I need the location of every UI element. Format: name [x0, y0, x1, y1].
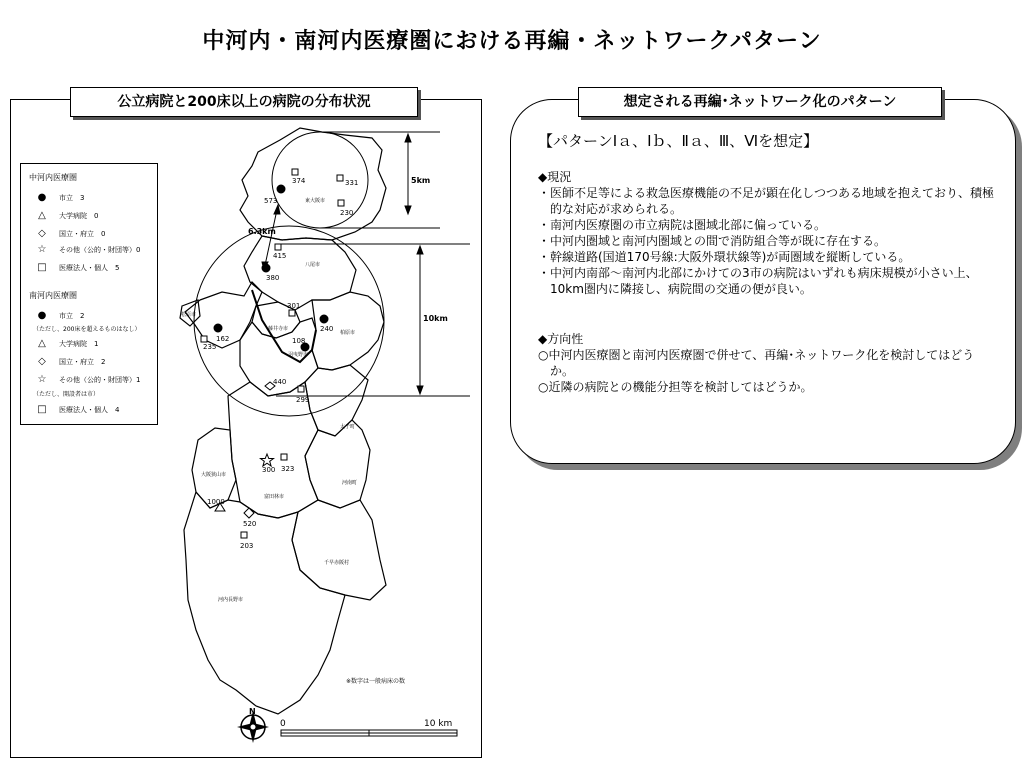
label-osakasayama: 大阪狭山市 — [201, 472, 227, 478]
direction-title: ◆方向性 — [538, 332, 584, 346]
legend-naka-item — [35, 244, 140, 255]
page-title: 中河内・南河内医療圏における再編・ネットワークパターン — [202, 29, 822, 54]
pattern-panel-label: 想定される再編･ネットワーク化のパターン — [578, 87, 942, 117]
star-icon: ☆ — [37, 374, 47, 385]
hospital-299-icon — [298, 386, 304, 392]
hospital-573-label: 573 — [264, 197, 278, 205]
hospital-301-icon — [289, 310, 295, 316]
hospital-300-label: 300 — [262, 466, 276, 474]
hospital-331-icon — [337, 175, 343, 181]
diamond-icon: ◇ — [38, 356, 46, 367]
footnote: ※数字は一般病床の数 — [346, 678, 406, 685]
label-matsubara: 松原市 — [181, 312, 197, 318]
legend-label: 国立・府立 2 — [59, 357, 106, 366]
legend-naka-item — [35, 192, 84, 203]
hospital-235-label: 235 — [203, 343, 217, 351]
hospital-323-label: 323 — [281, 465, 295, 473]
hospital-440-label: 440 — [273, 378, 287, 386]
legend-minami-item — [35, 310, 84, 321]
label-habikino: 羽曳野市 — [288, 352, 309, 358]
legend-minami-item — [35, 338, 98, 349]
scale-bar — [281, 730, 457, 736]
hospital-380-label: 380 — [266, 274, 280, 282]
legend-naka-item — [35, 210, 98, 221]
region-chihayaakasaka — [292, 500, 386, 600]
legend-label: その他（公的・財団等）1 — [59, 375, 141, 384]
legend-label: その他（公的・財団等）0 — [59, 245, 141, 254]
hospital-162-icon — [214, 324, 222, 332]
square-icon: □ — [37, 404, 47, 415]
direction-item: ○近隣の病院との機能分担等を検討してはどうか。 — [538, 380, 813, 394]
hospital-374-icon — [292, 169, 298, 175]
region-yao — [244, 236, 356, 310]
legend-minami-item — [35, 356, 105, 367]
hospital-235-icon — [201, 336, 207, 342]
direction-item: ○中河内医療圏と南河内医療圏で併せて、再編･ネットワーク化を検討してはどうか。 — [538, 348, 975, 378]
hospital-323-icon — [281, 454, 287, 460]
compass-north-label: N — [249, 707, 256, 716]
hospital-415-label: 415 — [273, 252, 287, 260]
legend-minami-item — [35, 404, 119, 415]
legend-label: 大学病院 0 — [59, 211, 99, 220]
compass-icon — [237, 707, 269, 743]
hospital-520-icon — [244, 508, 254, 518]
hospital-108-label: 108 — [292, 337, 306, 345]
legend-minami-note1: （ただし、200床を超えるものはなし） — [33, 326, 141, 333]
square-icon: □ — [37, 262, 47, 273]
label-yao: 八尾市 — [305, 262, 321, 268]
hospital-374-label: 374 — [292, 177, 306, 185]
region-kawachinagano — [184, 492, 345, 714]
legend-naka-title: 中河内医療圏 — [29, 173, 77, 182]
legend-label: 医療法人・個人 5 — [59, 263, 120, 272]
hospital-299-label: 299 — [296, 396, 310, 404]
label-fujiidera: 藤井寺市 — [268, 326, 289, 332]
hospital-380-icon — [262, 264, 270, 272]
distance-6-3km: 6.3km — [248, 227, 276, 236]
legend-label: 国立・府立 0 — [59, 229, 106, 238]
hospital-240-label: 240 — [320, 325, 334, 333]
hospital-230-icon — [338, 200, 344, 206]
scale-end: 10 km — [424, 719, 453, 729]
hospital-1000-label: 1000 — [207, 498, 225, 506]
label-kawachinagano: 河内長野市 — [218, 597, 244, 603]
map-legend — [20, 163, 158, 425]
status-title: ◆現況 — [538, 170, 572, 184]
label-kashiwara: 柏原市 — [340, 330, 356, 336]
legend-minami-title: 南河内医療圏 — [29, 291, 77, 300]
legend-naka-item — [35, 262, 119, 273]
star-icon: ☆ — [37, 244, 47, 255]
scale-start: 0 — [280, 719, 286, 729]
legend-label: 医療法人・個人 4 — [59, 405, 120, 414]
region-higashiosaka — [240, 128, 386, 240]
hospital-301-label: 301 — [287, 302, 301, 310]
hospital-markers — [201, 169, 344, 538]
label-tondabayashi: 富田林市 — [264, 494, 285, 500]
label-higashiosaka: 東大阪市 — [305, 198, 326, 204]
hospital-162-label: 162 — [216, 335, 230, 343]
region-osakasayama — [192, 428, 236, 508]
hospital-573-icon — [277, 185, 285, 193]
hospital-300-icon — [261, 454, 274, 466]
distribution-panel-label: 公立病院と200床以上の病院の分布状況 — [70, 87, 418, 117]
legend-minami-item — [35, 374, 140, 385]
status-item: ・中河内圏域と南河内圏域との間で消防組合等が既に存在する。 — [538, 234, 887, 248]
dimension-5km: 5km — [411, 176, 431, 185]
triangle-icon: △ — [38, 338, 46, 349]
triangle-icon: △ — [38, 210, 46, 221]
status-item: ・幹線道路(国道170号線:大阪外環状線等)が両圏域を縦断している。 — [538, 250, 911, 264]
diamond-icon: ◇ — [38, 228, 46, 239]
label-kanan: 河南町 — [342, 480, 358, 486]
label-taishi: 太子町 — [340, 424, 356, 430]
hospital-520-label: 520 — [243, 520, 257, 528]
legend-minami-note2: （ただし、開設者は市） — [33, 391, 100, 398]
pattern-text — [538, 133, 998, 395]
label-chihayaakasaka: 千早赤阪村 — [324, 560, 350, 566]
filled-circle-icon: ● — [37, 310, 47, 321]
hospital-203-icon — [241, 532, 247, 538]
legend-naka-item — [35, 228, 105, 239]
dimension-10km: 10km — [423, 314, 448, 323]
legend-label: 市立 2 — [59, 311, 85, 320]
status-item: ・医師不足等による救急医療機能の不足が顕在化しつつある地域を抱えており、積極的な対応が求められる。 — [538, 186, 995, 216]
range-circle-10km — [194, 226, 384, 416]
status-item: ・中河内南部～南河内北部にかけての3市の病院はいずれも病床規模が小さい上、10km圏内に隣接し、病院間の交通の便が良い。 — [538, 266, 978, 296]
region-kanan — [305, 420, 370, 508]
legend-label: 市立 3 — [59, 193, 85, 202]
hospital-230-label: 230 — [340, 209, 354, 217]
hospital-331-label: 331 — [345, 179, 359, 187]
region-taishi — [305, 365, 368, 436]
pattern-heading: 【パターンⅠａ、Ⅰｂ、Ⅱａ、Ⅲ、Ⅵを想定】 — [538, 132, 819, 150]
status-item: ・南河内医療圏の市立病院は圏域北部に偏っている。 — [538, 218, 827, 232]
hospital-415-icon — [275, 244, 281, 250]
legend-label: 大学病院 1 — [59, 339, 99, 348]
hospital-203-label: 203 — [240, 542, 254, 550]
filled-circle-icon: ● — [37, 192, 47, 203]
hospital-240-icon — [320, 315, 328, 323]
